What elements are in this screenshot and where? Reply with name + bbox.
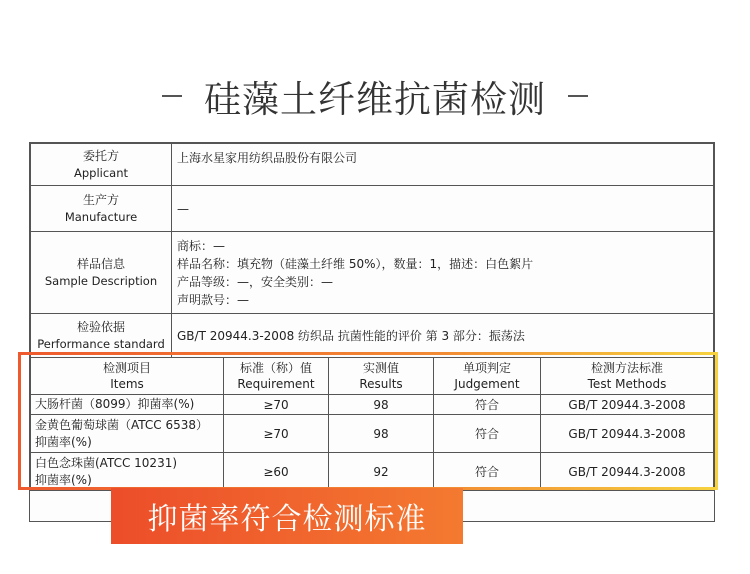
title-dash-right <box>568 95 588 97</box>
title-dash-left <box>162 95 182 97</box>
header-requirement-en: Requirement <box>237 377 315 391</box>
standard-row <box>31 314 714 358</box>
applicant-value: 上海水星家用纺织品股份有限公司 <box>172 144 714 186</box>
header-results-en: Results <box>359 377 403 391</box>
sample-label <box>31 232 172 314</box>
manufacture-row <box>31 186 714 232</box>
header-judgement-en: Judgement <box>454 377 520 391</box>
sample-grade: 产品等级：—，安全类别：— <box>177 274 334 289</box>
row-result: 98 <box>329 415 434 453</box>
row-requirement: ≥60 <box>224 453 329 491</box>
report-info-table <box>30 143 714 358</box>
applicant-row <box>31 144 714 186</box>
manufacture-label-cn: 生产方 <box>82 192 119 207</box>
row-item-line1: 金黄色葡萄球菌（ATCC 6538） <box>35 417 209 432</box>
header-methods-cn: 检测方法标准 <box>590 361 663 375</box>
sample-value <box>172 232 714 314</box>
applicant-label-en: Applicant <box>73 165 129 180</box>
row-item-line1: 大肠杆菌（8099）抑菌率(%) <box>35 397 195 411</box>
row-judgement: 符合 <box>434 395 541 415</box>
sample-label-cn: 样品信息 <box>76 256 125 271</box>
sample-row <box>31 232 714 314</box>
standard-label <box>31 314 172 358</box>
header-items-en: Items <box>110 377 144 391</box>
row-requirement: ≥70 <box>224 395 329 415</box>
standard-label-en: Performance standard <box>37 336 165 351</box>
row-result: 92 <box>329 453 434 491</box>
standard-label-cn: 检验依据 <box>76 319 125 334</box>
row-method: GB/T 20944.3-2008 <box>541 453 714 491</box>
manufacture-label <box>31 186 172 232</box>
header-judgement-cn: 单项判定 <box>462 361 511 375</box>
row-item-line1: 白色念珠菌(ATCC 10231) <box>35 455 178 470</box>
conclusion-banner: 抑菌率符合检测标准 <box>111 488 463 544</box>
results-highlight-frame <box>18 352 718 490</box>
title-bar <box>0 66 750 126</box>
applicant-label-cn: 委托方 <box>82 148 119 163</box>
sample-brand: 商标：— <box>177 238 226 253</box>
manufacture-label-en: Manufacture <box>64 209 138 224</box>
row-judgement: 符合 <box>434 453 541 491</box>
row-method: GB/T 20944.3-2008 <box>541 415 714 453</box>
sample-label-en: Sample Description <box>44 273 158 288</box>
sample-name: 样品名称：填充物（硅藻土纤维 50%），数量：1，描述：白色絮片 <box>177 256 534 271</box>
row-requirement: ≥70 <box>224 415 329 453</box>
standard-value: GB/T 20944.3-2008 纺织品 抗菌性能的评价 第 3 部分：振荡法 <box>172 314 714 358</box>
applicant-label <box>31 144 172 186</box>
manufacture-value: — <box>172 186 714 232</box>
row-item-line2: 抑菌率(%) <box>35 472 92 487</box>
page-title: 硅藻土纤维抗菌检测 <box>204 78 546 121</box>
header-methods-en: Test Methods <box>587 377 667 391</box>
header-requirement-cn: 标准（称）值 <box>239 361 312 375</box>
header-items-cn: 检测项目 <box>102 361 151 375</box>
row-judgement: 符合 <box>434 415 541 453</box>
row-method: GB/T 20944.3-2008 <box>541 395 714 415</box>
row-item-line2: 抑菌率(%) <box>35 434 92 449</box>
row-result: 98 <box>329 395 434 415</box>
sample-style-no: 声明款号：— <box>177 292 250 307</box>
header-results-cn: 实测值 <box>362 361 399 375</box>
